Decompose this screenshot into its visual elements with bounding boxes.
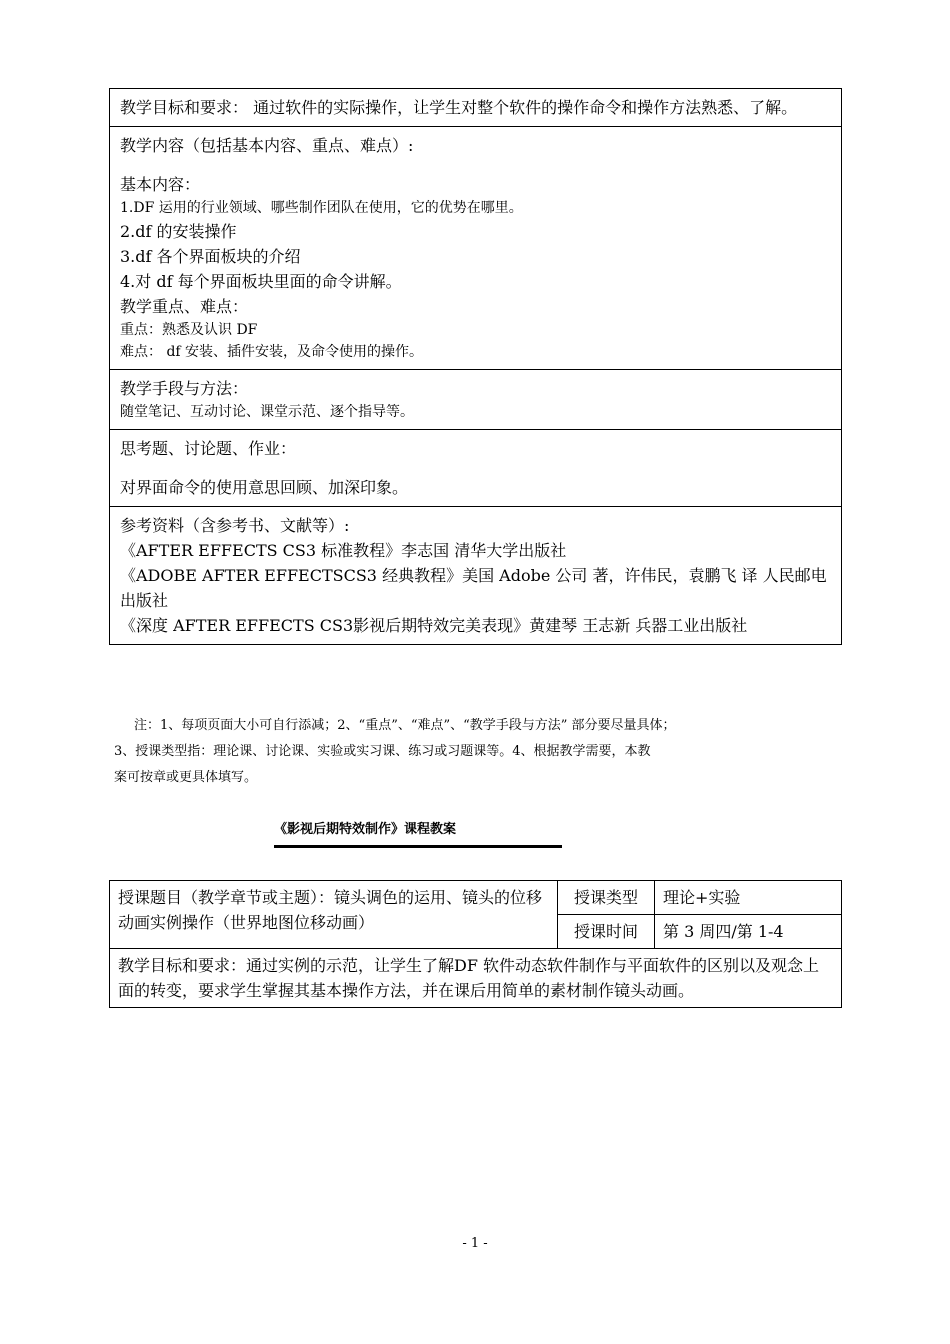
refs-row <box>110 507 842 645</box>
goal-row <box>110 89 842 127</box>
questions-text: 对界面命令的使用意思回顾、加深印象。 <box>120 478 409 497</box>
basic-title: 基本内容： <box>120 175 201 194</box>
refs-cell <box>110 507 842 645</box>
topic-cell: 授课题目（教学章节或主题）：镜头调色的运用、镜头的位移动画实例操作（世界地图位移动画） <box>110 881 558 949</box>
content-title: 教学内容（包括基本内容、重点、难点）: <box>120 136 414 155</box>
focus-title: 教学重点、难点： <box>120 297 249 316</box>
lesson-plan-table <box>109 88 842 645</box>
methods-text: 随堂笔记、互动讨论、课堂示范、逐个指导等。 <box>120 404 414 420</box>
info-row-3 <box>110 949 842 1008</box>
basic-item: 2.df 的安装操作 <box>120 222 237 241</box>
ref-item: 《ADOBE AFTER EFFECTSCS3 经典教程》美国 Adobe 公司 著，许伟民，袁鹏飞 译 人民邮电出版社 <box>120 566 827 610</box>
questions-row <box>110 430 842 507</box>
content-cell <box>110 127 842 370</box>
lesson-info-table <box>109 880 842 1008</box>
footnote-line: 3、授课类型指：理论课、讨论课、实验或实习课、练习或习题课等。4、根据教学需要，本教 <box>114 744 651 759</box>
title-underline <box>274 845 562 848</box>
ref-item: 《AFTER EFFECTS CS3 标准教程》李志国 清华大学出版社 <box>120 541 567 560</box>
methods-cell <box>110 370 842 430</box>
type-value: 理论+实验 <box>655 881 842 915</box>
basic-item: 4.对 df 每个界面板块里面的命令讲解。 <box>120 272 402 291</box>
info-row-1 <box>110 881 842 915</box>
content-row <box>110 127 842 370</box>
basic-item: 3.df 各个界面板块的介绍 <box>120 247 301 266</box>
footnote-line: 案可按章或更具体填写。 <box>114 770 258 785</box>
methods-title: 教学手段与方法： <box>120 379 249 398</box>
course-title: 《影视后期特效制作》课程教案 <box>274 822 457 837</box>
goal2-cell: 教学目标和要求：通过实例的示范，让学生了解DF 软件动态软件制作与平面软件的区别以及观念上面的转变，要求学生掌握其基本操作方法，并在课后用简单的素材制作镜头动画。 <box>110 949 842 1008</box>
goal-cell: 教学目标和要求： 通过软件的实际操作，让学生对整个软件的操作命令和操作方法熟悉、了解。 <box>110 89 842 127</box>
footnote-line: 注：1、每项页面大小可自行添减；2、“重点”、“难点”、“教学手段与方法” 部分要尽量具体； <box>134 718 676 733</box>
time-value: 第 3 周四/第 1-4 <box>655 915 842 949</box>
footnote <box>114 713 839 791</box>
methods-row <box>110 370 842 430</box>
questions-cell <box>110 430 842 507</box>
page-number: - 1 - <box>462 1236 488 1251</box>
questions-title: 思考题、讨论题、作业： <box>120 439 297 458</box>
time-label: 授课时间 <box>558 915 655 949</box>
refs-title: 参考资料（含参考书、文献等）: <box>120 516 350 535</box>
basic-item: 1.DF 运用的行业领域、哪些制作团队在使用，它的优势在哪里。 <box>120 200 523 216</box>
ref-item: 《深度 AFTER EFFECTS CS3影视后期特效完美表现》黄建琴 王志新 兵器工业出版社 <box>120 616 748 635</box>
type-label: 授课类型 <box>558 881 655 915</box>
difficulty-text: 难点： df 安装、插件安装，及命令使用的操作。 <box>120 344 424 360</box>
focus-text: 重点：熟悉及认识 DF <box>120 322 258 338</box>
